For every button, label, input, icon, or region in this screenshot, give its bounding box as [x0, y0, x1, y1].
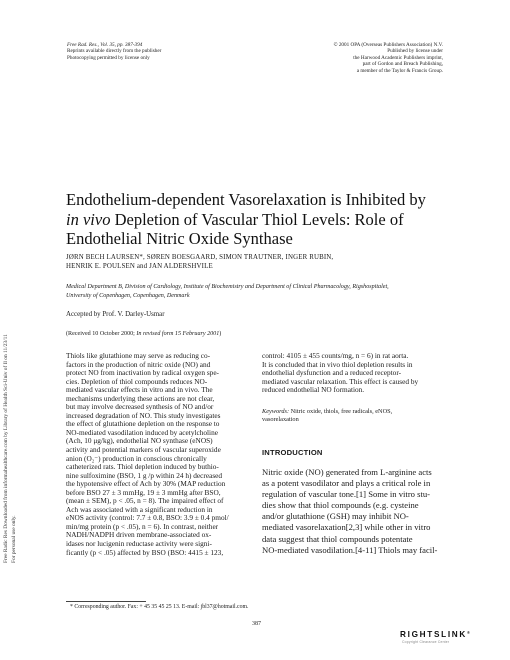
intro-line: as a potent vasodilator and plays a critical role in: [262, 478, 431, 489]
accepted-by: Accepted by Prof. V. Darley-Usmar: [66, 311, 165, 318]
abstract-line: (Ach, 10 μg/kg), endothelial NO synthase (eNOS): [66, 436, 213, 446]
member-line: a member of the Taylor & Francis Group.: [356, 67, 443, 74]
corresponding-author-footnote: * Corresponding author. Fax: + 45 35 45 25 13. E-mail: jbl37@hotmail.com.: [70, 604, 249, 610]
abstract-line: factors in the production of nitric oxide (NO) and: [66, 359, 211, 369]
imprint-line: the Harwood Academic Publishers imprint,: [353, 54, 443, 61]
copyright-line: © 2001 OPA (Overseas Publishers Association) N.V.: [333, 42, 443, 48]
footnote-rule: [66, 601, 146, 602]
author-list: [66, 253, 451, 272]
abstract-line: endothelial dysfunction and a reduced receptor-: [262, 368, 402, 378]
abstract-line: ficantly (p < .05) affected by BSO (BSO: 4415 ± 123,: [66, 547, 224, 557]
download-notice-line2: For personal use only.: [11, 515, 17, 563]
logo-name: RIGHTSLINK: [400, 630, 468, 639]
abstract-line: protect NO from inactivation by radical oxygen spe-: [66, 368, 219, 378]
abstract-line: control: 4105 ± 455 counts/mg, n = 6) in rat aorta.: [262, 351, 409, 360]
abstract-line: min/mg protein (p < .05), n = 6). In contrast, neither: [66, 521, 219, 531]
intro-line: mediated vasorelaxation[2,3] while other in vitro: [262, 522, 431, 533]
journal-citation: Free Rad. Res., Vol. 35, pp. 387-394: [67, 42, 143, 48]
rightslink-logo[interactable]: [400, 630, 480, 650]
received-text: (Received 10 October 2000;: [66, 331, 137, 337]
abstract-line: before BSO 27 ± 3 mmHg, 19 ± 3 mmHg after BSO,: [66, 487, 221, 497]
abstract-line: Thiols like glutathione may serve as reducing co-: [66, 351, 211, 360]
abstract-right-column: [262, 352, 450, 395]
abstract-line: the effect of glutathione depletion on the response to: [66, 419, 220, 429]
intro-line: and/or glutathione (GSH) may inhibit NO-: [262, 511, 409, 522]
intro-line: Nitric oxide (NO) generated from L-arginine acts: [262, 467, 432, 477]
affiliation: [66, 283, 451, 300]
intro-line: data suggest that thiol compounds potentate: [262, 533, 413, 544]
intro-line: NO-mediated vasodilation.[4-11] Thiols may facil-: [262, 544, 438, 555]
page-number: 387: [252, 621, 261, 627]
abstract-line: nine sulfoximine (BSO, 1 g /p within 24 h) decreased: [66, 470, 223, 480]
abstract-line: increased degradation of NO. This study investigates: [66, 410, 221, 420]
abstract-line: mechanisms underlying these actions are not clear,: [66, 393, 215, 403]
abstract-line: anion (O₂⁻) production in conscious chronically: [66, 453, 207, 463]
intro-line: dies show that thiol compounds (e.g. cysteine: [262, 500, 419, 511]
affiliation-line-2: University of Copenhagen, Copenhagen, Denmark: [66, 292, 190, 299]
keywords-label: Keywords:: [262, 408, 290, 415]
abstract-line: NO-mediated vasodilation induced by acetylcholine: [66, 427, 218, 437]
keywords: [262, 408, 450, 423]
title-line-2: [66, 210, 451, 230]
abstract-line: reduced endothelial NO formation.: [262, 385, 365, 395]
registered-mark: ®: [467, 630, 472, 635]
abstract-line: (mean ± SEM), p < .05, n = 8). The impaired effect of: [66, 496, 224, 506]
abstract-line: the hypotensive effect of Ach by 30% (MAP reduction: [66, 479, 226, 489]
photocopying-note: Photocopying permitted by license only: [67, 54, 150, 61]
journal-header: [67, 42, 237, 61]
abstract-line: mediated vascular relaxation. This effect is caused by: [262, 376, 419, 386]
keywords-text: Nitric oxide, thiols, free radicals, eNOS,: [289, 408, 393, 415]
abstract-line: catheterized rats. Thiol depletion induced by buthio-: [66, 462, 219, 472]
abstract-line: cies. Depletion of thiol compounds reduces NO-: [66, 376, 208, 386]
title-line-2-rest: Depletion of Vascular Thiol Levels: Role of: [110, 209, 404, 229]
affiliation-line-1: Medical Department B, Division of Cardiology, Institute of Biochemistry and Department of Clinical Pharmacology, Rigshospitalet,: [66, 284, 389, 290]
abstract-line: mediated vascular effects in vitro and in vivo. The: [66, 385, 213, 395]
title-line-3: Endothelial Nitric Oxide Synthase: [66, 229, 293, 248]
section-heading: INTRODUCTION: [262, 448, 323, 457]
logo-tagline: Copyright Clearance Center: [402, 640, 450, 644]
abstract-line: Ach was associated with a significant reduction in: [66, 504, 213, 514]
title-line-1: Endothelium-dependent Vasorelaxation is Inhibited by: [66, 190, 426, 209]
abstract-line: eNOS activity (control: 7.7 ± 0.8, BSO: 3.9 ± 0.4 pmol/: [66, 513, 229, 523]
authors-line-2: HENRIK E. POULSEN and JAN ALDERSHVILE: [66, 263, 213, 271]
abstract-line: idases nor lucigenin reductase activity were signi-: [66, 539, 212, 549]
license-line: Published by license under: [387, 48, 443, 55]
reprints-note: Reprints available directly from the publisher: [67, 48, 162, 55]
abstract-line: It is concluded that in vivo thiol depletion results in: [262, 359, 413, 369]
title-italic: in vivo: [66, 209, 111, 229]
abstract-line: activity and potential markers of vascular superoxide: [66, 445, 221, 455]
abstract-line: NADH/NADPH driven membrane-associated ox-: [66, 530, 212, 540]
part-of-line: part of Gordon and Breach Publishing,: [362, 61, 443, 68]
received-close: ): [219, 331, 222, 337]
abstract-left-column: [66, 352, 242, 557]
received-dates: [66, 331, 221, 337]
download-notice-line1: Free Radic Res Downloaded from informahealthcare.com by Library of Health Sci-Univ of Il on 11/23/11: [3, 334, 9, 563]
intro-line: regulation of vascular tone.[1] Some in vitro stu-: [262, 489, 431, 500]
authors-line-1: JØRN BECH LAURSEN*, SØREN BOESGAARD, SIMON TRAUTNER, INGER RUBIN,: [66, 254, 334, 261]
keywords-line-2: vasorelaxation: [262, 415, 299, 423]
revised-text: In revised form 15 February 2001: [136, 331, 220, 337]
introduction-text: [262, 467, 450, 556]
article-title: [66, 190, 451, 249]
publisher-header: [300, 42, 443, 74]
download-notice: [1, 165, 29, 565]
abstract-line: but may involve decreased synthesis of NO and/or: [66, 402, 214, 412]
